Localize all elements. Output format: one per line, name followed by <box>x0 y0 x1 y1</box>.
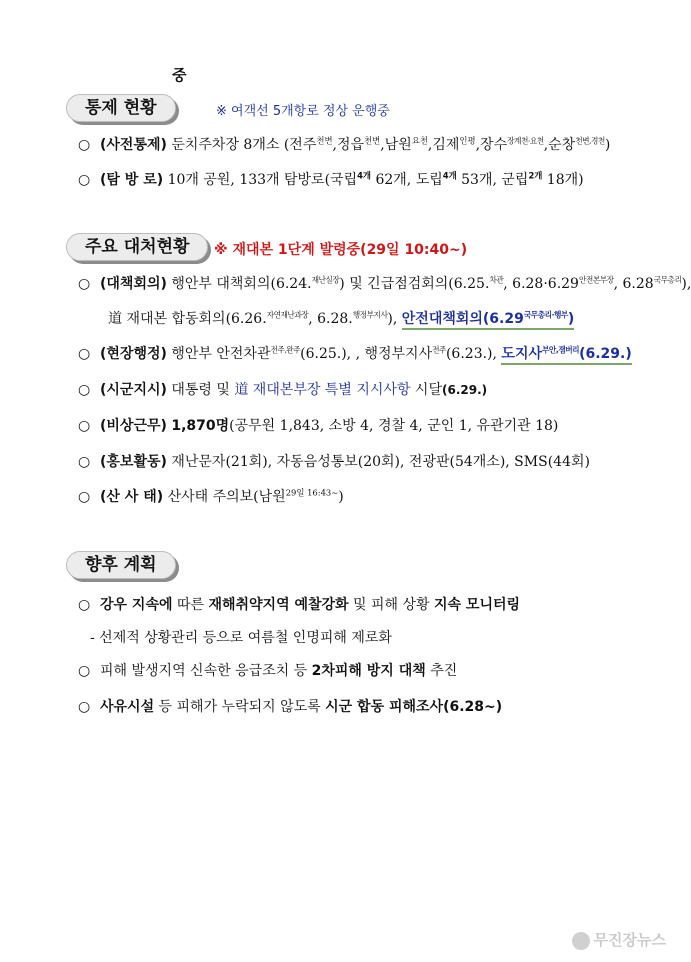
sup: 국무총리 <box>653 275 682 285</box>
sup: 부안,잼버리 <box>542 345 580 355</box>
item-text: , 6.28 <box>613 276 654 292</box>
item-text: 피해 발생지역 신속한 응급조치 등 <box>100 663 312 679</box>
link-text: 안전대책회의(6.29 <box>401 311 524 327</box>
bullet: ○ <box>78 597 91 613</box>
item-text: (6.23.), <box>445 346 502 362</box>
plan-item-1-sub: - 선제적 상황관리 등으로 여름철 인명피해 제로화 <box>90 630 392 646</box>
item-text: 18개) <box>542 172 584 188</box>
watermark-logo <box>572 929 666 950</box>
item-text: 등 피해가 누락되지 않도록 <box>154 699 326 715</box>
sup: 2개 <box>528 170 543 181</box>
bullet: ○ <box>78 172 91 188</box>
watermark-text: 무진장뉴스 <box>593 931 666 949</box>
safety-meeting-link[interactable] <box>402 311 574 330</box>
item-text: 추진 <box>425 663 458 679</box>
item-text: 행안부 안전차관 <box>171 346 271 362</box>
item-label: (탐 방 로) <box>100 172 164 188</box>
section-header-response-status: 주요 대처현황 <box>66 233 208 261</box>
item-text: 道 재대본 합동회의(6.26. <box>108 311 267 327</box>
sup: 천변 <box>316 135 333 146</box>
meeting-item-line2 <box>108 309 574 329</box>
bullet: ○ <box>78 454 91 470</box>
item-text: ) <box>604 137 611 153</box>
sup: 요천 <box>411 135 428 146</box>
bullet: ○ <box>78 276 91 292</box>
item-label: (시군지시) <box>100 382 167 398</box>
trail-item <box>78 170 584 190</box>
item-text: 둔치주차장 8개소 (전주 <box>171 137 317 153</box>
sup: 장계천·요천 <box>507 136 544 146</box>
duty-count: 1,870명 <box>171 418 230 434</box>
sup: 천변,경천 <box>575 136 605 146</box>
sup: 안전본부장 <box>578 275 614 285</box>
item-text: 대통령 및 <box>171 382 235 398</box>
plan-item-2 <box>78 661 457 681</box>
bullet: ○ <box>78 418 91 434</box>
disaster-level-note: ※ 재대본 1단계 발령중(29일 10:40~) <box>214 242 468 258</box>
ferry-note: ※ 여객선 5개항로 정상 운행중 <box>216 104 390 119</box>
bold-text: 2차피해 방지 대책 <box>311 663 426 679</box>
pre-control-item <box>78 135 610 155</box>
item-text: ,순창 <box>543 137 576 153</box>
link-text: ) <box>567 311 575 327</box>
item-label: (비상근무) <box>100 418 167 434</box>
item-text: (6.29.) <box>441 383 488 397</box>
item-label: (대책회의) <box>100 276 167 292</box>
sup: 29일 16:43~ <box>285 487 339 498</box>
item-text: (6.25.), , 행정부지사 <box>300 346 433 362</box>
link-text: 도지사 <box>501 346 542 362</box>
item-text: ,장수 <box>475 137 508 153</box>
emergency-duty-item <box>78 416 558 436</box>
logo-icon <box>572 932 590 950</box>
item-label: (산 사 태) <box>100 489 164 505</box>
sup: 행정부지사 <box>352 310 388 320</box>
item-text: , 6.28·6.29 <box>503 276 579 292</box>
sup: 차관 <box>489 275 504 285</box>
instruction-item <box>78 380 487 400</box>
field-item <box>78 344 632 364</box>
item-text: 53개, 군립 <box>456 172 529 188</box>
item-text: ), <box>681 276 691 292</box>
item-text: 산사태 주의보(남원 <box>167 489 286 505</box>
item-text: (공무원 1,843, 소방 4, 경찰 4, 군인 1, 유관기관 18) <box>229 418 559 434</box>
item-text: ) 및 긴급점검회의(6.25. <box>339 276 490 292</box>
sup: 전주,완주 <box>270 345 301 355</box>
item-label: (현장행정) <box>100 346 167 362</box>
item-text: 행안부 대책회의(6.24. <box>171 276 312 292</box>
pr-item <box>78 452 590 472</box>
bullet: ○ <box>78 137 91 153</box>
link-text: (6.29.) <box>579 346 632 362</box>
sup: 재난실장 <box>311 275 340 285</box>
sup: 전주 <box>432 345 446 355</box>
sup: 국무총리·행부 <box>523 310 568 320</box>
section-header-future-plan: 향후 계획 <box>66 551 176 579</box>
bullet: ○ <box>78 346 91 362</box>
item-text: 시달 <box>410 382 442 398</box>
bold-text: 재해취약지역 예찰강화 <box>208 597 349 613</box>
item-text: 따른 <box>172 597 209 613</box>
bold-text: 지속 모니터링 <box>434 597 521 613</box>
item-text: ,정읍 <box>332 137 365 153</box>
top-character: 중 <box>172 66 187 84</box>
bold-text: 강우 지속에 <box>100 597 173 613</box>
item-text: ,남원 <box>380 137 412 153</box>
item-text: ) <box>338 489 344 505</box>
meeting-item <box>78 274 691 294</box>
plan-item-1 <box>78 595 520 615</box>
landslide-item <box>78 487 344 507</box>
bullet: ○ <box>78 489 91 505</box>
sup: 자연재난과장 <box>266 310 309 320</box>
sup: 인평 <box>459 135 476 146</box>
sup: 4개 <box>357 170 372 181</box>
bold-text: 시군 합동 피해조사 <box>325 699 444 715</box>
item-label: (홍보활동) <box>100 454 167 470</box>
item-text: ), <box>387 311 402 327</box>
item-text: 10개 공원, 133개 탐방로(국립 <box>167 172 358 188</box>
item-text: 62개, 도립 <box>371 172 443 188</box>
item-text: 재난문자(21회), 자동음성통보(20회), 전광판(54개소), SMS(44회) <box>171 454 590 470</box>
bold-text: (6.28~) <box>443 699 503 715</box>
item-label: (사전통제) <box>100 137 167 153</box>
plan-item-3 <box>78 697 502 717</box>
governor-visit-link[interactable] <box>501 346 631 365</box>
item-text: , 6.28. <box>308 311 353 327</box>
bold-text: 사유시설 <box>100 699 155 715</box>
item-text: ,김제 <box>427 137 460 153</box>
sup: 4개 <box>442 170 457 181</box>
bullet: ○ <box>78 382 91 398</box>
bullet: ○ <box>78 663 91 679</box>
bullet: ○ <box>78 699 91 715</box>
highlight-text: 道 재대본부장 특별 지시사항 <box>234 382 411 398</box>
section-header-control-status: 통제 현황 <box>66 94 176 122</box>
item-text: 및 피해 상황 <box>348 597 434 613</box>
sup: 천변 <box>364 135 381 146</box>
